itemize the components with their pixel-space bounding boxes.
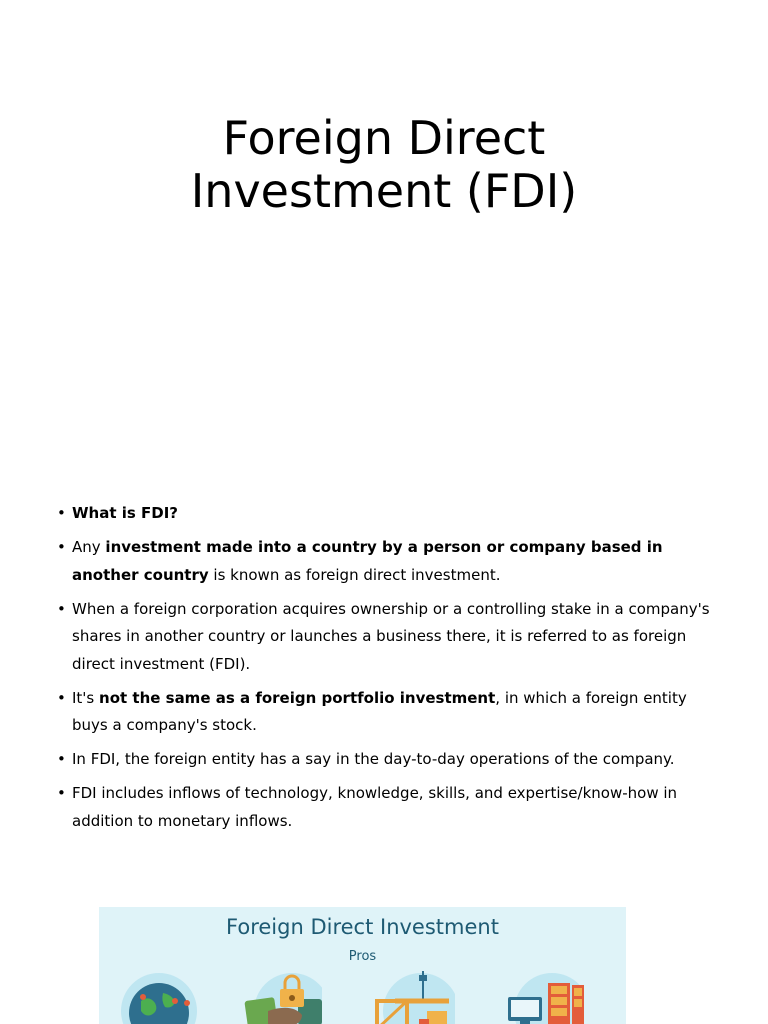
bullet-bold-text: investment made into a country by a person or company based in another country: [72, 538, 663, 584]
slide-title: [0, 112, 768, 218]
construction-crane-icon: [375, 971, 455, 1024]
bullet-item: [57, 746, 717, 774]
bullet-item: [57, 596, 717, 679]
bullet-item: [57, 780, 717, 835]
bullet-text: , in which a foreign entity buys a company's stock.: [72, 688, 687, 734]
bullet-text: FDI includes inflows of technology, knowledge, skills, and expertise/know-how in addition to monetary inflows.: [72, 784, 678, 830]
infographic-title: Foreign Direct Investment: [226, 915, 499, 939]
bullet-text: When a foreign corporation acquires ownership or a controlling stake in a company's shares in another country or launches a business there, it is referred to as foreign direct investment (FDI).: [72, 599, 710, 673]
bullet-text: It's: [72, 688, 100, 707]
money-lock-icon: [242, 971, 322, 1024]
bullet-text: is known as foreign direct investment.: [208, 565, 501, 584]
bullet-text: Any: [72, 538, 106, 556]
computer-server-icon: [504, 971, 584, 1024]
slide-title-line-2: Investment (FDI): [190, 164, 578, 218]
fdi-infographic: [99, 907, 626, 1024]
slide-title-line-1: Foreign Direct: [222, 111, 546, 165]
bullet-item: [57, 500, 717, 528]
bullet-item: [57, 534, 717, 589]
bullet-item: [57, 685, 717, 740]
bullet-bold-text: What is FDI?: [72, 504, 179, 522]
infographic-subtitle: Pros: [348, 949, 377, 964]
bullet-text: In FDI, the foreign entity has a say in the day-to-day operations of the company.: [72, 750, 675, 768]
globe-icon: [119, 971, 199, 1024]
bullet-list: [57, 500, 717, 842]
bullet-bold-text: not the same as a foreign portfolio investment: [99, 688, 496, 707]
